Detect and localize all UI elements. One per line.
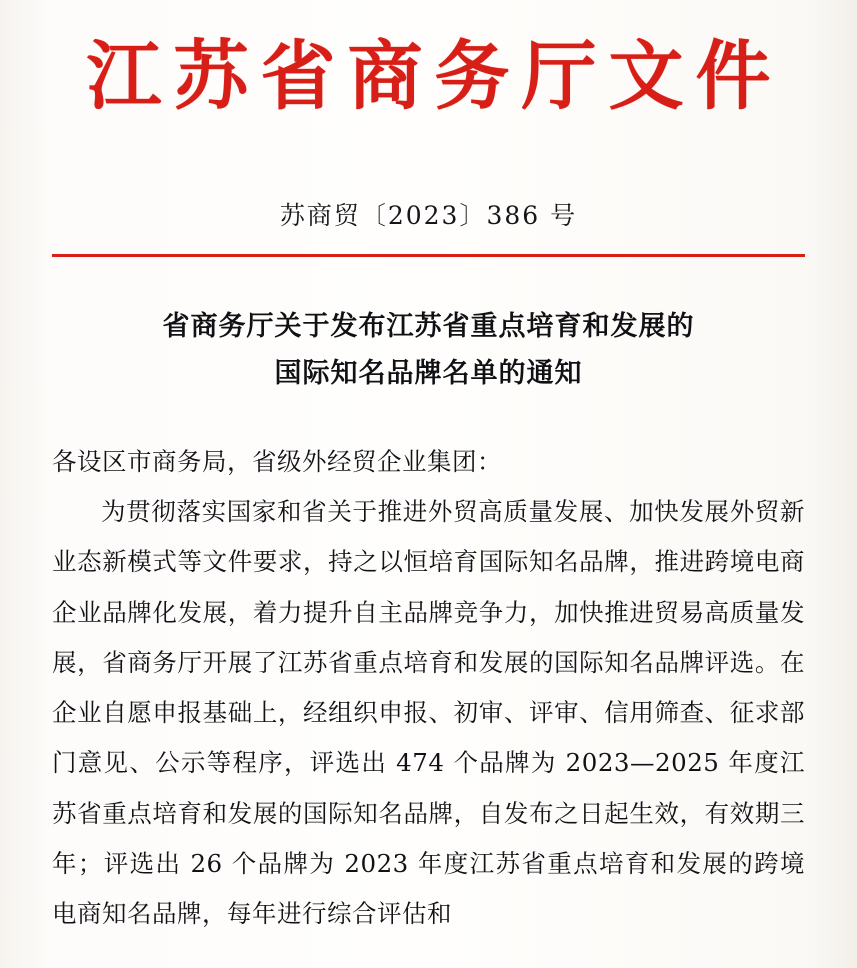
document-subject-line-2: 国际知名品牌名单的通知 xyxy=(274,357,583,389)
document-number-container xyxy=(52,196,805,232)
document-salutation: 各设区市商务局，省级外经贸企业集团： xyxy=(52,447,502,476)
document-subject-line-1: 省商务厅关于发布江苏省重点培育和发展的 xyxy=(162,310,695,342)
document-header xyxy=(52,0,805,124)
document-number: 苏商贸〔2023〕386 号 xyxy=(279,201,578,230)
document-paragraph-1: 为贯彻落实国家和省关于推进外贸高质量发展、加快发展外贸新业态新模式等文件要求，持之以恒培育国际知名品牌，推进跨境电商企业品牌化发展，着力提升自主品牌竞争力，加快推进贸易高质量发展，省商务厅开展了江苏省重点培育和发展的国际知名品牌评选。在企业自愿申报基础上，经组织申报、初审、评审、信用筛查、征求部门意见、公示等程序，评选出 474 个品牌为 2023—2025 年度江苏省重点培育和发展的国际知名品牌，自发布之日起生效，有效期三年；评选出 26 个品牌为 2023 年度江苏省重点培育和发展的跨境电商知名品牌，每年进行综合评估和 xyxy=(52,497,805,928)
document-body xyxy=(52,437,805,939)
document-subject-title xyxy=(52,303,805,398)
document-header-title: 江苏省商务厅文件 xyxy=(86,32,783,120)
red-divider-rule xyxy=(52,254,805,257)
